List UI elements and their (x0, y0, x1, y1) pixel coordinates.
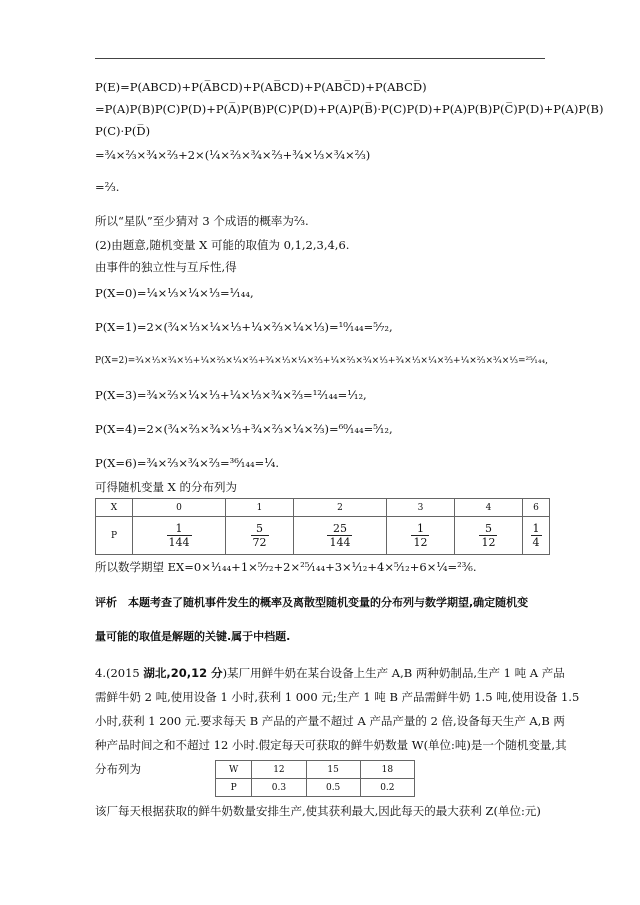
fraction: $\frac{25}{144}$ (329, 522, 351, 549)
table-row-label: P (96, 517, 133, 555)
text-line: 所以数学期望 EX=0×¹⁄₁₄₄+1×⁵⁄₇₂+2×²⁵⁄₁₄₄+3×¹⁄₁₂+4×⁵⁄₁₂+6×¹⁄₄=²³⁄₆. (95, 560, 477, 574)
table-cell: 0.3 (252, 779, 306, 797)
header-rule (95, 58, 545, 59)
text-line: P(E)=P(ABCD)+P(A̅BCD)+P(AB̅CD)+P(ABC̅D)+P(ABCD̅) (95, 80, 427, 94)
table-cell (226, 517, 294, 555)
fraction: $\frac{1}{12}$ (413, 522, 428, 549)
text-line: P(X=1)=2×(³⁄₄×¹⁄₃×¹⁄₄×¹⁄₃+¹⁄₄×²⁄₃×¹⁄₄×¹⁄₃)=¹⁰⁄₁₄₄=⁵⁄₇₂, (95, 320, 393, 334)
fraction: $\frac{1}{144}$ (168, 522, 190, 549)
text-line: P(X=4)=2×(³⁄₄×²⁄₃×³⁄₄×¹⁄₃+³⁄₄×²⁄₃×¹⁄₄×²⁄₃)=⁶⁰⁄₁₄₄=⁵⁄₁₂, (95, 422, 393, 436)
table-header-cell: 0 (133, 499, 226, 517)
problem-line: 小时,获利 1 200 元.要求每天 B 产品的产量不超过 A 产品产量的 2 倍,设备每天生产 A,B 两 (95, 714, 565, 728)
table-header-cell: 2 (293, 499, 386, 517)
problem-line: 需鲜牛奶 2 吨,使用设备 1 小时,获利 1 000 元;生产 1 吨 B 产品需鲜牛奶 1.5 吨,使用设备 1.5 (95, 690, 580, 704)
table-header-cell: 6 (523, 499, 550, 517)
table-row-label: P (216, 779, 252, 797)
text-line: =²⁄₃. (95, 180, 120, 194)
text-line: 由事件的独立性与互斥性,得 (95, 260, 237, 274)
table-cell: 0.2 (360, 779, 414, 797)
problem-line: 该厂每天根据获取的鲜牛奶数量安排生产,使其获利最大,因此每天的最大获利 Z(单位:元) (95, 804, 541, 818)
text-line: P(X=3)=³⁄₄×²⁄₃×¹⁄₄×¹⁄₃+¹⁄₄×¹⁄₃×³⁄₄×²⁄₃=¹²⁄₁₄₄=¹⁄₁₂, (95, 388, 367, 402)
distribution-table-w (215, 760, 415, 797)
text-line: P(C)·P(D̅) (95, 124, 151, 138)
text-line: =³⁄₄×²⁄₃×³⁄₄×²⁄₃+2×(¹⁄₄×²⁄₃×³⁄₄×²⁄₃+³⁄₄×¹⁄₃×³⁄₄×²⁄₃) (95, 148, 371, 162)
commentary-line: 量可能的取值是解题的关键.属于中档题. (95, 630, 291, 643)
text-line: P(X=2)=³⁄₄×¹⁄₃×³⁄₄×¹⁄₃+¹⁄₄×²⁄₃×¹⁄₄×²⁄₃+³⁄₄×¹⁄₃×¹⁄₄×²⁄₃+¹⁄₄×²⁄₃×³⁄₄×¹⁄₃+³⁄₄×¹⁄₃×¹⁄₄×²⁄₃+¹⁄₄×²⁄₃×³⁄₄×¹⁄₃=²⁵⁄₁₄₄, (95, 356, 548, 366)
fraction: $\frac{5}{12}$ (481, 522, 496, 549)
distribution-table-x (95, 498, 550, 555)
fraction: $\frac{1}{4}$ (532, 522, 540, 549)
problem-line: 种产品时间之和不超过 12 小时.假定每天可获取的鲜牛奶数量 W(单位:吨)是一个随机变量,其 (95, 738, 567, 752)
commentary-line: 评析 本题考查了随机事件发生的概率及离散型随机变量的分布列与数学期望,确定随机变 (95, 596, 529, 609)
table-cell (523, 517, 550, 555)
problem-line: 分布列为 (95, 762, 141, 776)
table-header-cell: 18 (360, 761, 414, 779)
table-cell (387, 517, 455, 555)
table-cell (293, 517, 386, 555)
table-header-cell: 4 (454, 499, 522, 517)
table-header-cell: 3 (387, 499, 455, 517)
text-line: 所以“星队”至少猜对 3 个成语的概率为²⁄₃. (95, 214, 309, 228)
table-header-cell: W (216, 761, 252, 779)
table-header-cell: 1 (226, 499, 294, 517)
problem-source: 湖北,20,12 分 (143, 666, 223, 680)
problem-line: 4.(2015 湖北,20,12 分)某厂用鲜牛奶在某台设备上生产 A,B 两种奶制品,生产 1 吨 A 产品 (95, 666, 565, 680)
text-line: 可得随机变量 X 的分布列为 (95, 480, 237, 494)
table-header-cell: X (96, 499, 133, 517)
text-line: (2)由题意,随机变量 X 可能的取值为 0,1,2,3,4,6. (95, 238, 350, 252)
text-line: P(X=6)=³⁄₄×²⁄₃×³⁄₄×²⁄₃=³⁶⁄₁₄₄=¹⁄₄. (95, 456, 279, 470)
table-cell: 0.5 (306, 779, 360, 797)
table-header-cell: 15 (306, 761, 360, 779)
fraction: $\frac{5}{72}$ (252, 522, 267, 549)
text-line: P(X=0)=¹⁄₄×¹⁄₃×¹⁄₄×¹⁄₃=¹⁄₁₄₄, (95, 286, 254, 300)
text-line: =P(A)P(B)P(C)P(D)+P(A̅)P(B)P(C)P(D)+P(A)P(B̅)·P(C)P(D)+P(A)P(B)P(C̅)P(D)+P(A)P(B) (95, 102, 604, 116)
table-cell (454, 517, 522, 555)
table-cell (133, 517, 226, 555)
table-header-cell: 12 (252, 761, 306, 779)
